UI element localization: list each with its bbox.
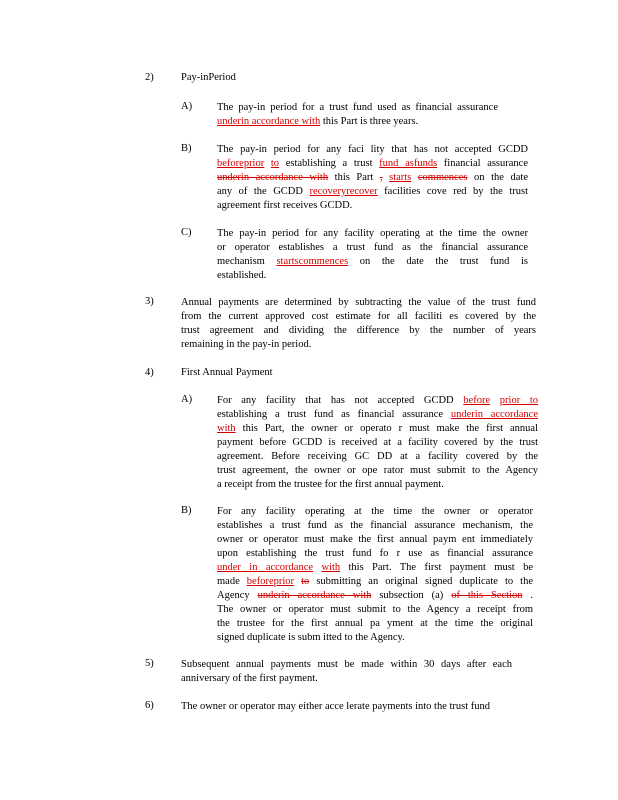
text-run: Subsequent annual payments must be made within 30 days after each [181,659,512,670]
text-line [217,547,533,561]
deleted-text: , [379,172,383,183]
text-run: this Part. The first payment must be [340,562,534,573]
text-line [217,255,528,269]
text-line [217,171,528,185]
text-run: . [522,590,534,601]
inserted-text: recoveryrecover [309,186,378,197]
text-run: facilities cove red by the trust [384,186,529,197]
text-run: a receipt from the trustee for the first annual payment. [217,479,444,490]
text-line [217,269,528,283]
para-2a-text [217,101,498,129]
text-run: signed duplicate is subm itted to the Agency. [217,632,405,643]
para-5-number: 5) [145,658,154,669]
inserted-text: to [270,158,280,169]
text-line [181,324,536,338]
text-line [181,658,512,672]
para-4b-text [217,505,533,645]
text-run: or operator establishes a trust fund as the financial assurance [217,242,528,253]
text-line [217,617,533,631]
text-run: trust agreement and dividing the difference by the number of years [181,325,536,336]
text-line [217,450,538,464]
text-line [181,338,536,352]
text-line [217,589,533,603]
inserted-text: startscommences [276,256,349,267]
text-run: The pay-in period for any faci lity that has not accepted GCDD [217,144,528,155]
deleted-text: to [301,576,310,587]
text-line [217,157,528,171]
text-line [217,185,528,199]
text-run: submitting an original signed duplicate to the [309,576,534,587]
text-run: payment before GCDD is received at a facility covered by the trust [217,437,538,448]
inserted-text: beforeprior [217,158,265,169]
para-3-number: 3) [145,296,154,307]
text-run: trust agreement, the owner or ope rator must submit to the Agency [217,465,538,476]
text-line [181,310,536,324]
para-6-number: 6) [145,700,154,711]
para-2b-number: B) [181,143,192,154]
text-line [217,408,538,422]
text-line [217,227,528,241]
inserted-text: starts [389,172,412,183]
para-2-title: Pay-inPeriod [181,72,236,83]
text-run: The owner or operator must submit to the Agency a receipt from [217,604,533,615]
text-line [217,199,528,213]
para-4a-number: A) [181,394,193,405]
text-run [490,395,500,406]
text-run: made [217,576,247,587]
text-run: subsection (a) [371,590,452,601]
text-run: The pay-in period for any facility operating at the time the owner [217,228,528,239]
text-run: mechanism [217,256,277,267]
text-line [181,672,512,686]
text-line [217,115,498,129]
deleted-text: underin accordance with [257,590,372,601]
text-run: owner or operator must make the first annual paym ent immediately [217,534,533,545]
text-run: established. [217,270,267,281]
inserted-text: prior to [499,395,539,406]
text-run: from the current approved cost estimate for all faciliti es covered by the [181,311,536,322]
text-run: The pay-in period for a trust fund used as financial assurance [217,102,498,113]
para-2c-number: C) [181,227,192,238]
text-run: agreement. Before receiving GC DD at a facility covered by the [217,451,538,462]
text-run: this Part [328,172,380,183]
text-run [264,158,271,169]
para-2-number: 2) [145,72,154,83]
inserted-text: with [217,423,236,434]
text-line [217,575,533,589]
para-5-text [181,658,512,686]
para-6-text [181,700,530,714]
text-line [217,422,538,436]
text-run: establishing a trust fund as financial assurance [217,409,451,420]
text-line [217,143,528,157]
text-run: establishing a trust [279,158,380,169]
text-run: Agency [217,590,258,601]
inserted-text: under in accordance [217,562,314,573]
text-run: anniversary of the first payment. [181,673,318,684]
text-line [217,631,533,645]
inserted-text: fund asfunds [379,158,438,169]
inserted-text: before [463,395,491,406]
text-run [411,172,418,183]
text-line [181,296,536,310]
text-run: For any facility that has not accepted GCDD [217,395,464,406]
text-run: The owner or operator may either acce lerate payments into the trust fund [181,701,491,712]
text-run: remaining in the pay-in period. [181,339,312,350]
para-4-number: 4) [145,367,154,378]
text-run: on the date the trust fund is [348,256,528,267]
text-line [181,700,530,714]
para-3-text [181,296,536,352]
para-2c-text [217,227,528,283]
inserted-text: with [321,562,341,573]
text-line [217,533,533,547]
text-run: this Part, the owner or operato r must make the first annual [235,423,538,434]
text-run: upon establishing the trust fund fo r use as financial assurance [217,548,533,559]
text-run: agreement first receives GCDD. [217,200,353,211]
text-line [217,519,533,533]
text-line [217,464,538,478]
text-line [217,436,538,450]
para-4b-number: B) [181,505,192,516]
text-run: financial assurance [437,158,529,169]
text-line [217,603,533,617]
text-run: any of the GCDD [217,186,310,197]
text-run: the trustee for the first annual pa yment at the time the original [217,618,533,629]
deleted-text: commences [417,172,468,183]
deleted-text: underin accordance with [217,172,329,183]
para-4-title: First Annual Payment [181,367,273,378]
text-line [217,561,533,575]
deleted-text: of this Section [451,590,523,601]
text-run: Annual payments are determined by subtracting the value of the trust fund [181,297,536,308]
text-line [217,101,498,115]
text-line [217,241,528,255]
inserted-text: underin accordance [450,409,538,420]
text-run: For any facility operating at the time the owner or operator [217,506,533,517]
text-run: establishes a trust fund as the financial assurance mechanism, the [217,520,533,531]
text-run: this Part is three years. [320,116,419,127]
text-line [217,505,533,519]
text-line [217,478,538,492]
text-line [217,394,538,408]
inserted-text: beforeprior [246,576,295,587]
para-2a-number: A) [181,101,193,112]
para-2b-text [217,143,528,213]
para-4a-text [217,394,538,492]
text-run: on the date [467,172,528,183]
inserted-text: underin accordance with [217,116,321,127]
